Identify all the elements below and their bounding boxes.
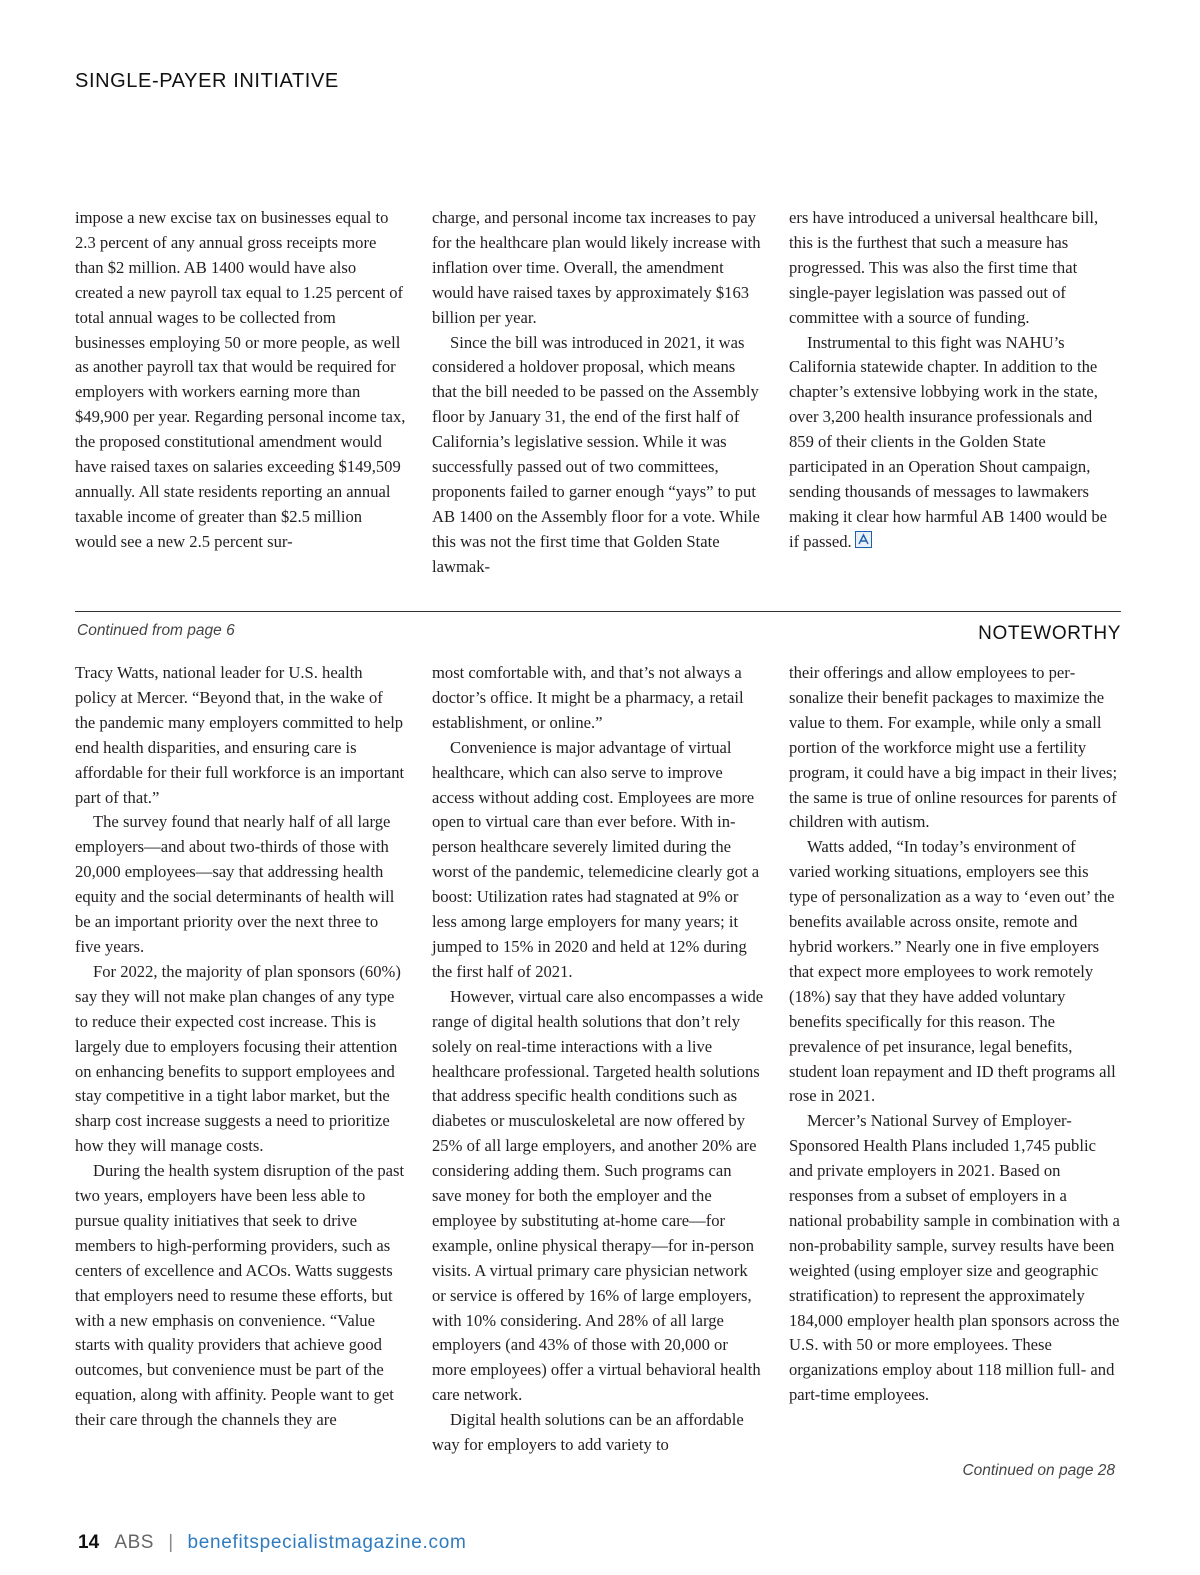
paragraph: For 2022, the majority of plan sponsors (60%) say they will not make plan changes of any type to reduce their expected cost increase. This is largely due to employers focusing their attention on enhancing benefits to support employees and stay competitive in a tight labor market, but the sharp cost increase suggests a need to prioritize how they will manage costs. [75, 961, 401, 1156]
top-article [75, 206, 1121, 580]
section-title: SINGLE-PAYER INITIATIVE [75, 70, 339, 92]
website-link[interactable]: benefitspecialistmagazine.com [187, 1532, 467, 1553]
bottom-article [75, 661, 1121, 1458]
paragraph: impose a new excise tax on businesses equal to 2.3 percent of any annual gross receipts more than $2 million. AB 1400 would have also created a new payroll tax equal to 1.25 percent of total annual wages to be collected from businesses employing 50 or more people, as well as another payroll tax that would be required for employers with workers earning more than $49,900 per year. Regarding personal income tax, the proposed constitutional amendment would have raised taxes on salaries exceeding $149,509 annually. All state residents reporting an annual taxable income of greater than $2.5 million would see a new 2.5 percent sur- [75, 208, 406, 551]
paragraph: Mercer’s National Survey of Employer-Sponsored Health Plans included 1,745 public and private employers in 2021. Based on responses from a subset of employers in a national probability sample in combination with a non-probability sample, survey results have been weighted (using employer size and geographic stratification) to represent the approximately 184,000 employer health plan sponsors across the U.S. with 50 or more employees. These organizations employ about 118 million full- and part-time employees. [789, 1111, 1120, 1405]
paragraph: ers have introduced a universal healthcare bill, this is the furthest that such a measure has progressed. This was also the first time that single-payer legislation was passed out of committee with a source of funding. [789, 208, 1099, 327]
paragraph: Convenience is major advantage of virtual healthcare, which can also serve to improve access without adding cost. Employees are more open to virtual care than ever before. With in-person healthcare severely limited during the worst of the pandemic, telemedicine clearly got a boost: Utilization rates had stagnated at 9% or less among large employers for many years; it jumped to 15% in 2020 and held at 12% during the first half of 2021. [432, 737, 760, 981]
paragraph [789, 331, 1121, 555]
top-column-3 [789, 206, 1121, 580]
paragraph: Watts added, “In today’s environment of varied working situations, employers see this type of personalization as a way to ‘even out’ the benefits available across onsite, remote and hybrid workers.” Nearly one in five employers that expect more employees to work remotely (18%) say that they have added voluntary benefits specifically for this reason. The prevalence of pet insurance, legal benefits, student loan repayment and ID theft programs all rose in 2021. [789, 837, 1116, 1106]
page-number: 14 [78, 1532, 100, 1553]
paragraph: Digital health solutions can be an affordable way for employers to add variety to [432, 1410, 744, 1455]
paragraph: During the health system disruption of the past two years, employers have been less able to pursue quality initiatives that seek to drive members to high-performing providers, such as centers of excellence and ACOs. Watts suggests that employers need to resume these efforts, but with a new emphasis on convenience. “Value starts with quality providers that achieve good outcomes, but convenience must be part of the equation, along with affinity. People want to get their care through the channels they are [75, 1161, 405, 1430]
section-divider [75, 611, 1121, 612]
noteworthy-heading: NOTEWORTHY [978, 623, 1121, 644]
continued-from-note: Continued from page 6 [77, 622, 235, 639]
paragraph: Since the bill was introduced in 2021, it was considered a holdover proposal, which means that the bill needed to be passed on the Assembly floor by January 31, the end of the first half of California’s legislative session. While it was successfully passed out of two committees, proponents failed to garner enough “yays” to put AB 1400 on the Assembly floor for a vote. While this was not the first time that Golden State lawmak- [432, 332, 760, 576]
paragraph: Tracy Watts, national leader for U.S. health policy at Mercer. “Beyond that, in the wake of the pandemic many employers committed to help end health disparities, and ensuring care is affordable for their full workforce is an important part of that.” [75, 663, 405, 807]
paragraph: their offerings and allow employees to personalize their benefit packages to maximize the value to them. For example, while only a small portion of the workforce might use a fertility program, it could have a big impact in their lives; the same is true of online resources for parents of children with autism. [789, 663, 1118, 832]
publication-name: ABS [114, 1532, 154, 1553]
top-column-2 [432, 206, 764, 580]
end-of-article-icon [855, 531, 872, 548]
page-footer [78, 1532, 467, 1554]
paragraph: charge, and personal income tax increases to pay for the healthcare plan would likely increase with inflation over time. Overall, the amendment would have raised taxes by approximately $163 billion per year. [432, 208, 761, 327]
bottom-column-2 [432, 661, 764, 1458]
paragraph-text: Instrumental to this fight was NAHU’s California statewide chapter. In addition to the chapter’s extensive lobbying work in the state, over 3,200 health insurance professionals and 859 of their clients in the Golden State participated in an Operation Shout campaign, sending thousands of messages to lawmakers making it clear how harmful AB 1400 would be if passed. [789, 332, 1107, 551]
bottom-column-3 [789, 661, 1121, 1458]
paragraph: most comfortable with, and that’s not always a doctor’s office. It might be a pharmacy, a retail establishment, or online.” [432, 663, 744, 732]
bottom-column-1 [75, 661, 407, 1458]
paragraph: The survey found that nearly half of all large employers—and about two-thirds of those with 20,000 employees—say that addressing health equity and the social determinants of health will be an important priority over the next three to five years. [75, 812, 395, 956]
top-column-1 [75, 206, 407, 580]
continued-on-note: Continued on page 28 [962, 1462, 1115, 1479]
footer-separator: | [168, 1532, 174, 1553]
paragraph: However, virtual care also encompasses a wide range of digital health solutions that don’t rely solely on real-time interactions with a live healthcare professional. Targeted health solutions that address specific health conditions such as diabetes or musculoskeletal are now offered by 25% of all large employers, and another 20% are considering adding them. Such programs can save money for both the employer and the employee by substituting at-home care—for example, online physical therapy—for in-person visits. A virtual primary care physician network or service is offered by 16% of large employers, with 10% considering. And 28% of all large employers (and 43% of those with 20,000 or more employees) offer a virtual behavioral health care network. [432, 986, 764, 1405]
